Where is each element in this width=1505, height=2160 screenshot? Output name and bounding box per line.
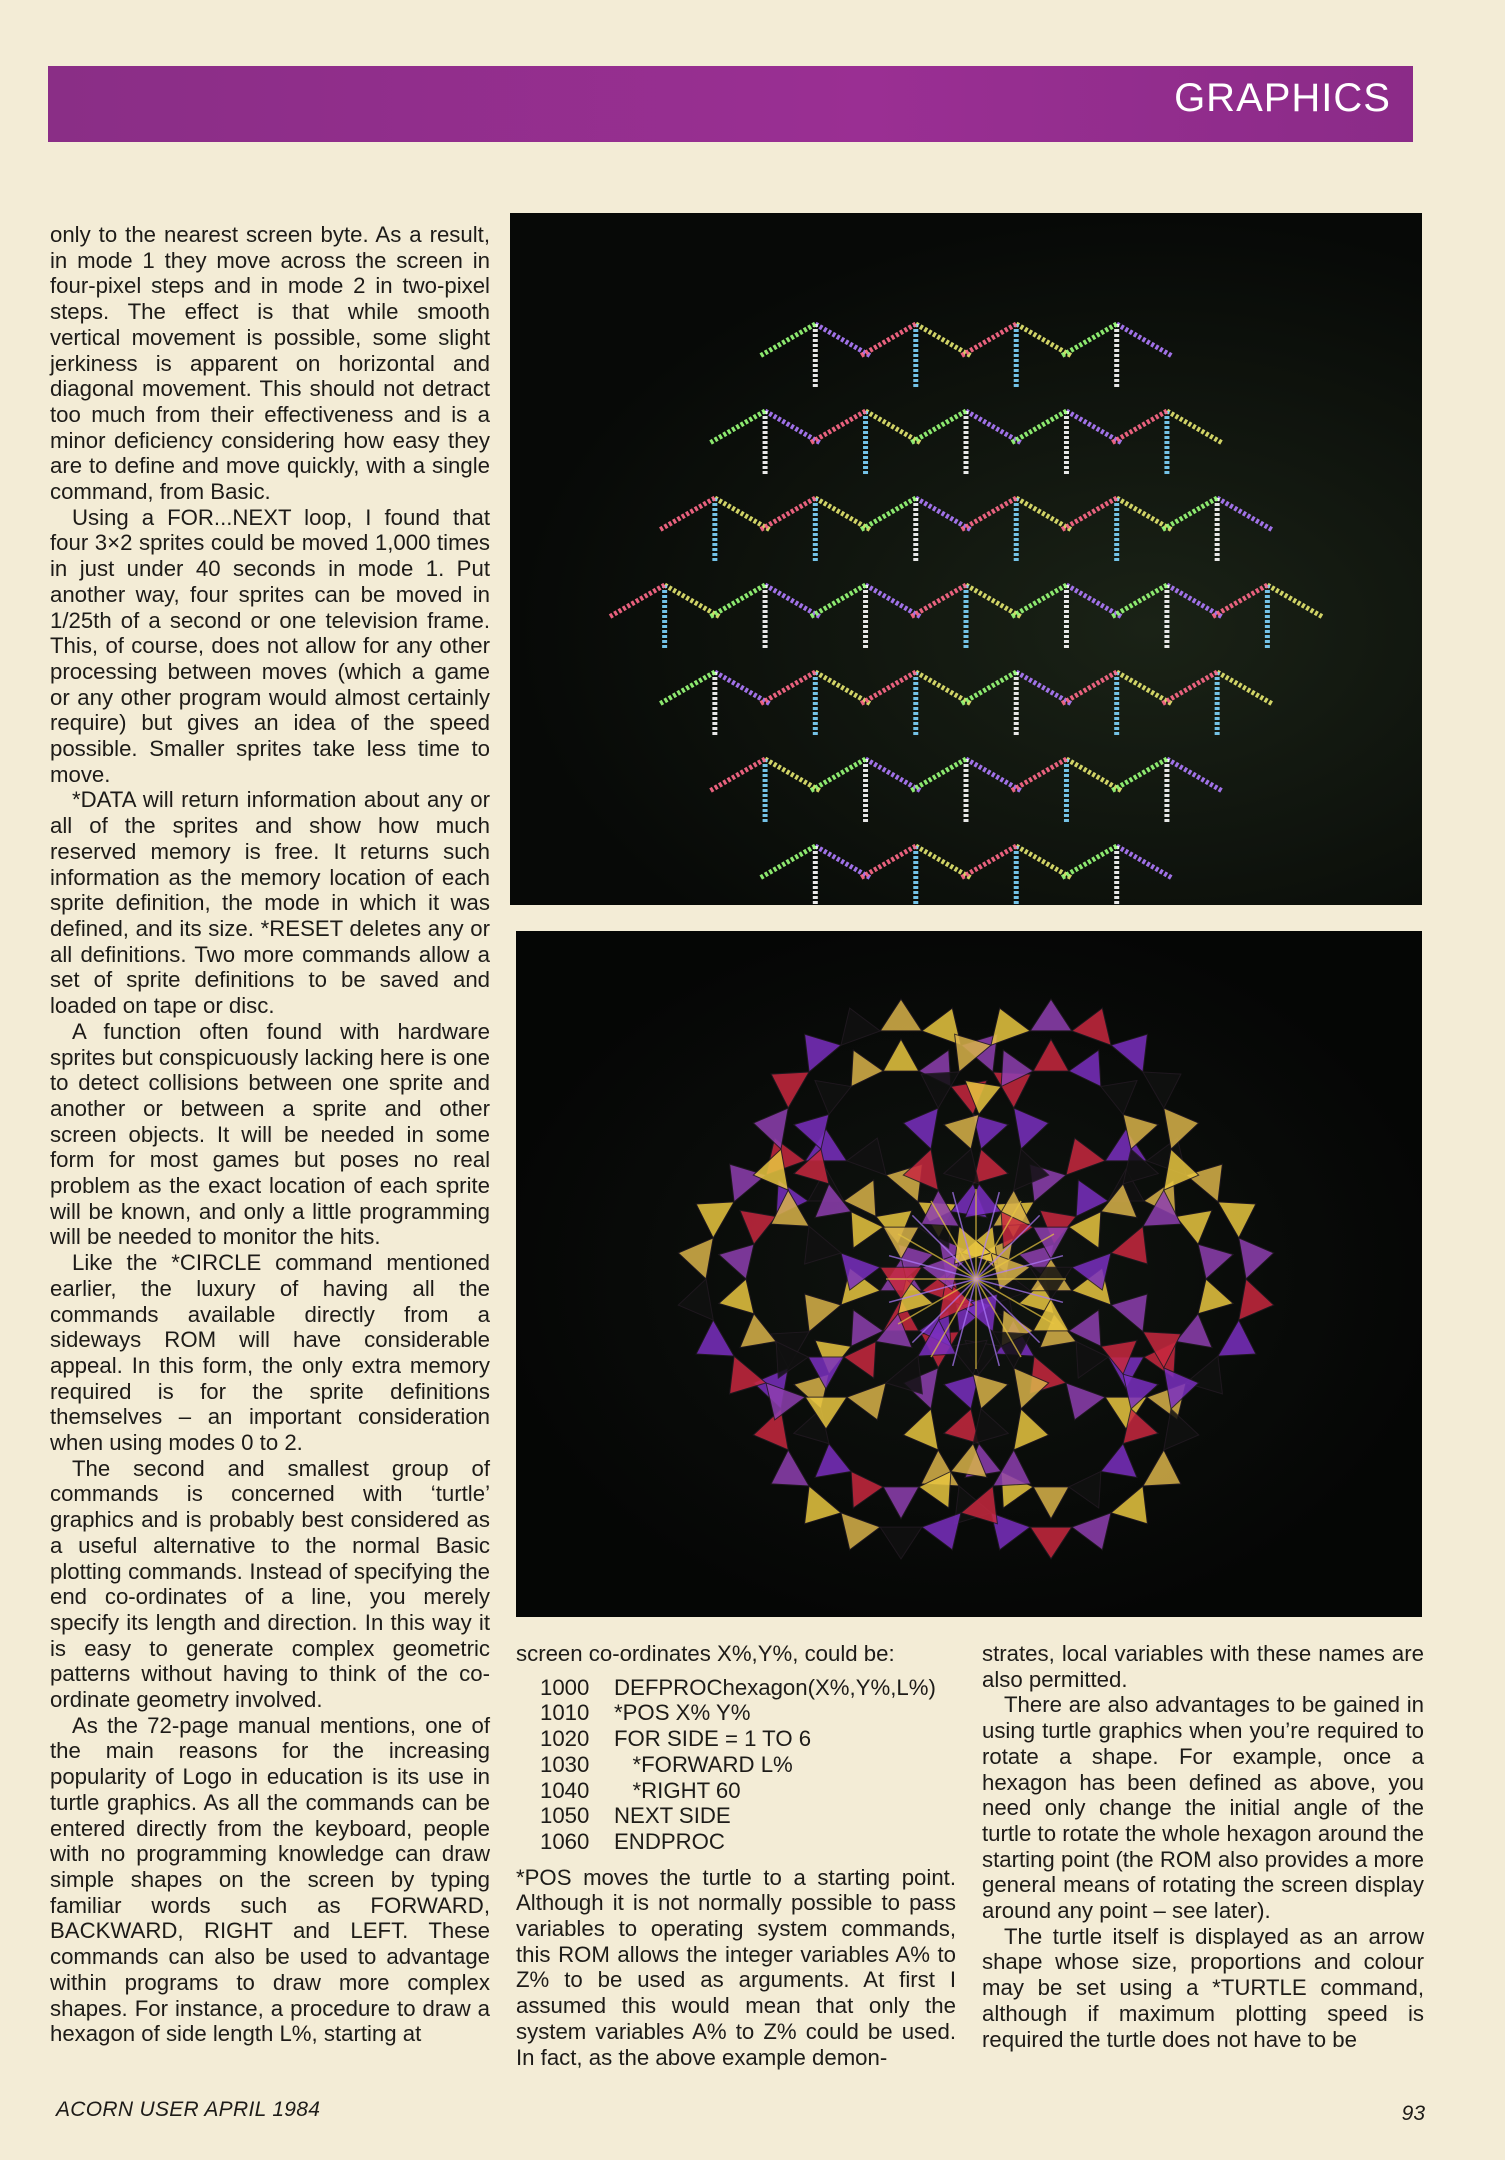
lattice-segment [911, 585, 966, 617]
lattice-segment [1217, 672, 1272, 704]
lattice-segment [1061, 324, 1116, 356]
paragraph: There are also advantages to be gained in using turtle graphics when you’re required to rotate a shape. For example, once a hexagon has been defined as above, you need only change the initial angle of the turtle to rotate the whole hexagon around the starting point (the ROM also provides a more general means of rotating the screen display around any point – see later). [982, 1692, 1424, 1924]
lattice-segment [1167, 759, 1222, 791]
rosette-tile [1111, 1294, 1147, 1332]
paragraph: only to the nearest screen byte. As a result, in mode 1 they move across the screen in four-pixel steps and in mode 2 in two-pixel steps. The effect is that while smooth vertical movement is possible, some slight jerkiness is apparent on horizontal and diagonal movement. This should not detract too much from their effectiveness and is a minor deficiency considering how easy they are to define and move quickly, with a single command, from Basic. [50, 222, 490, 505]
lattice-segment [765, 411, 820, 443]
rosette-tile [973, 1374, 1008, 1409]
lattice-segment [866, 411, 921, 443]
rosette-tile [1111, 1034, 1147, 1072]
rosette-tile [1164, 1409, 1199, 1450]
code-text: *RIGHT 60 [614, 1777, 741, 1803]
rosette-tile [1111, 1486, 1147, 1524]
lattice-segment [1117, 324, 1172, 356]
page-number: 93 [1401, 2102, 1425, 2125]
rosette-tile [1101, 1444, 1137, 1478]
paragraph: Using a FOR...NEXT loop, I found that four 3×2 sprites could be moved 1,000 times in just under 40 seconds in mode 1. Put another way, four sprites can be moved in 1/25th of a second or one television frame. This, of course, does not allow for any other processing between moves (which a game or any other program would almost certainly require) but gives an idea of the speed possible. Smaller sprites take less time to move. [50, 504, 490, 787]
rosette-tile [1218, 1202, 1256, 1238]
paragraph: A function often found with hardware sprites but conspicuously lacking here is one to detect collisions between one sprite and another or between a sprite and other screen objects. It will be needed in some form for most games but poses no real problem as the exact location of each sprite will be known, and only a little programming will be needed to monitor the hits. [50, 1018, 490, 1250]
article-column-3 [982, 1641, 1424, 2052]
lattice-segment [916, 672, 971, 704]
line-number: 1000 [540, 1674, 590, 1700]
lattice-segment [1112, 759, 1167, 791]
line-number: 1020 [540, 1726, 590, 1752]
lattice-segment [911, 411, 966, 443]
lattice-segment [810, 411, 865, 443]
lattice-segment [810, 585, 865, 617]
code-text: *FORWARD L% [614, 1751, 793, 1777]
paragraph: The turtle itself is displayed as an arrow shape whose size, proportions and colour may be set using a *TURTLE command, although if maximum plotting speed is required the turtle does not have to be [982, 1923, 1424, 2052]
lattice-segment [710, 411, 765, 443]
lattice-segment [1061, 846, 1116, 878]
lattice-segment [715, 672, 770, 704]
lattice-segment [1117, 498, 1172, 530]
lattice-segment [710, 585, 765, 617]
lattice-segment [1267, 585, 1322, 617]
rosette-tile [1069, 1471, 1101, 1508]
lattice-segment [760, 324, 815, 356]
rosette-tile [1069, 1050, 1101, 1087]
code-line [540, 1726, 956, 1752]
lattice-segment [1112, 411, 1167, 443]
rosette-tile [771, 1072, 809, 1108]
lattice-segment [715, 498, 770, 530]
lattice-segment [1167, 585, 1222, 617]
lattice-segment [1066, 585, 1121, 617]
lattice-segment [660, 672, 715, 704]
code-line [540, 1700, 956, 1726]
rosette-tile [1066, 1138, 1105, 1175]
hexagon-star-graphic [510, 213, 1422, 905]
rosette-tile [696, 1202, 734, 1238]
rosette-tile [678, 1238, 713, 1279]
lattice-segment [1112, 585, 1167, 617]
paragraph: As the 72-page manual mentions, one of the main reasons for the increasing popularity of Logo in education is its use in turtle graphics. As all the commands can be entered directly from the keyboard, people with no programming knowledge can draw simple shapes on the screen by typing familiar words such as FORWARD, BACKWARD, RIGHT and LEFT. These commands can also be used to advantage within programs to draw more complex shapes. For instance, a procedure to draw a hexagon of side length L%, starting at [50, 1712, 490, 2047]
lattice-segment [961, 846, 1016, 878]
turtle-rosette-photo [516, 931, 1422, 1617]
lattice-segment [866, 585, 921, 617]
code-line [540, 1778, 956, 1804]
rosette-tile [1014, 1409, 1049, 1450]
lattice-segment [1016, 498, 1071, 530]
line-number: 1030 [540, 1751, 590, 1777]
rosette-tile [1143, 1450, 1181, 1486]
paragraph: *DATA will return information about any or all of the sprites and show how much reserved memory is free. It returns such information as the memory location of each sprite definition, the mode in which it was defined, and its size. *RESET deletes any or all definitions. Two more commands allow a set of sprite definitions to be saved and loaded on tape or disc. [50, 787, 490, 1019]
lattice-segment [1217, 498, 1272, 530]
lattice-segment [665, 585, 720, 617]
rosette-tile [847, 1138, 886, 1175]
rosette-tile [883, 1487, 919, 1519]
rosette-tile [1198, 1279, 1233, 1314]
rosette-tile [805, 1294, 841, 1332]
lattice-segment [866, 759, 921, 791]
paragraph: The second and smallest group of commands is concerned with ‘turtle’ graphics and is probably best considered as a useful alternative to the normal Basic plotting commands. Instead of specifying the end co-ordinates of a line, you merely specify its length and direction. In this way it is easy to generate complex geometric patterns without having to think of the co-ordinate geometry involved. [50, 1455, 490, 1713]
rosette-tile [1218, 1320, 1256, 1356]
lattice-segment [1066, 411, 1121, 443]
rosette-tiles [678, 999, 1273, 1559]
rosette-tile [973, 1149, 1008, 1184]
code-listing [540, 1675, 956, 1855]
lattice-segment [1011, 585, 1066, 617]
rosette-tile [753, 1409, 788, 1450]
lattice-segment [966, 585, 1021, 617]
rosette-tile [815, 1081, 851, 1115]
section-title: GRAPHICS [1174, 76, 1391, 120]
rosette-tile [1164, 1108, 1199, 1149]
rosette-tile [851, 1050, 883, 1087]
rosette-tile [880, 1527, 922, 1559]
rosette-tile [1033, 1487, 1069, 1519]
rosette-tile [1066, 1383, 1105, 1420]
lattice-segment [760, 498, 815, 530]
turtle-hexagon-star-photo [510, 213, 1422, 905]
rosette-tile [991, 1008, 1030, 1045]
lattice-segment [861, 498, 916, 530]
lattice-segment [916, 498, 971, 530]
lattice-lines [609, 324, 1322, 905]
rosette-tile [841, 1513, 880, 1550]
lattice-segment [1061, 672, 1116, 704]
rosette-tile [1111, 1226, 1147, 1264]
rosette-tile [880, 999, 922, 1031]
lattice-segment [609, 585, 664, 617]
code-text: ENDPROC [614, 1828, 725, 1854]
lattice-segment [1162, 672, 1217, 704]
rosette-tile [841, 1008, 880, 1045]
lattice-segment [861, 846, 916, 878]
rosette-tile [1072, 1008, 1111, 1045]
rosette-tile [883, 1039, 919, 1071]
rosette-tile [815, 1444, 851, 1478]
code-line [540, 1829, 956, 1855]
code-text: *POS X% Y% [614, 1700, 751, 1726]
paragraph: Like the *CIRCLE command mentioned earlier, the luxury of having all the commands available directly from a sideways ROM will have considerable appeal. In this form, the only extra memory required is for the sprite definitions themselves – an important consideration when using modes 0 to 2. [50, 1250, 490, 1456]
lattice-segment [1117, 846, 1172, 878]
publication-footer: ACORN USER APRIL 1984 [56, 2098, 321, 2121]
rosette-tile [805, 1034, 841, 1072]
line-number: 1040 [540, 1777, 590, 1803]
lattice-segment [961, 324, 1016, 356]
rosette-tile [944, 1374, 979, 1409]
lattice-segment [815, 672, 870, 704]
lattice-segment [815, 846, 870, 878]
lattice-segment [765, 759, 820, 791]
paragraph: strates, local variables with these names are also permitted. [982, 1641, 1424, 1692]
rosette-tile [944, 1149, 979, 1184]
rosette-tile [973, 1114, 1008, 1149]
lattice-segment [1016, 672, 1071, 704]
rosette-tile [1198, 1244, 1233, 1279]
rosette-tile [847, 1383, 886, 1420]
rosette-tile [1176, 1210, 1212, 1244]
rosette-tile [1033, 1039, 1069, 1071]
lattice-segment [961, 672, 1016, 704]
rosette-tile [719, 1244, 754, 1279]
lattice-segment [765, 585, 820, 617]
lattice-segment [1016, 324, 1071, 356]
lattice-segment [710, 759, 765, 791]
lattice-segment [660, 498, 715, 530]
lattice-segment [966, 411, 1021, 443]
rosette-tile [1239, 1279, 1274, 1320]
lattice-segment [1061, 498, 1116, 530]
code-line [540, 1752, 956, 1778]
paragraph: screen co-ordinates X%,Y%, could be: [516, 1641, 895, 1666]
code-text: NEXT SIDE [614, 1803, 731, 1829]
rosette-tile [903, 1409, 938, 1450]
rosette-graphic [516, 931, 1422, 1617]
rosette-tile [1176, 1314, 1212, 1348]
rosette-tile [886, 1356, 922, 1394]
code-line [540, 1675, 956, 1701]
lattice-segment [1117, 672, 1172, 704]
lattice-segment [916, 846, 971, 878]
rosette-tile [805, 1486, 841, 1524]
lattice-segment [1016, 846, 1071, 878]
rosette-tile [1030, 999, 1072, 1031]
rosette-tile [753, 1108, 788, 1149]
rosette-tile [1143, 1072, 1181, 1108]
rosette-tile [678, 1279, 713, 1320]
lattice-segment [1011, 759, 1066, 791]
rosette-tile [851, 1471, 883, 1508]
rosette-tile [805, 1226, 841, 1264]
paragraph: *POS moves the turtle to a starting point. Although it is not normally possible to pass variables to operating system commands, this ROM allows the integer variables A% to Z% to be used as arguments. At first I assumed this would mean that only the system variables A% to Z% could be used. In fact, as the above example demon- [516, 1864, 956, 2070]
lattice-segment [916, 324, 971, 356]
lattice-segment [1066, 759, 1121, 791]
rosette-tile [1014, 1108, 1049, 1149]
rosette-tile [1030, 1527, 1072, 1559]
rosette-tile [740, 1314, 776, 1348]
lattice-segment [961, 498, 1016, 530]
article-column-2 [516, 1641, 956, 2070]
lattice-segment [861, 672, 916, 704]
lattice-segment [760, 672, 815, 704]
article-column-1 [50, 222, 490, 2047]
rosette-tile [903, 1108, 938, 1149]
lattice-segment [1011, 411, 1066, 443]
rosette-tile [696, 1320, 734, 1356]
line-number: 1050 [540, 1803, 590, 1829]
lattice-segment [810, 759, 865, 791]
rosette-tile [1072, 1513, 1111, 1550]
line-number: 1010 [540, 1700, 590, 1726]
rosette-tile [944, 1409, 979, 1444]
lattice-segment [815, 324, 870, 356]
lattice-segment [861, 324, 916, 356]
rosette-tile [740, 1210, 776, 1244]
rosette-tile [973, 1409, 1008, 1444]
lattice-segment [911, 759, 966, 791]
lattice-segment [1212, 585, 1267, 617]
rosette-tile [922, 1513, 961, 1550]
lattice-segment [966, 759, 1021, 791]
line-number: 1060 [540, 1828, 590, 1854]
rosette-tile [1101, 1081, 1137, 1115]
section-banner [48, 66, 1413, 142]
code-text: FOR SIDE = 1 TO 6 [614, 1726, 812, 1752]
rosette-tile [719, 1279, 754, 1314]
rosette-tile [1239, 1238, 1274, 1279]
lattice-segment [1162, 498, 1217, 530]
code-line [540, 1803, 956, 1829]
rosette-tile [944, 1114, 979, 1149]
code-text: DEFPROChexagon(X%,Y%,L%) [614, 1674, 936, 1700]
lattice-segment [760, 846, 815, 878]
rosette-tile [771, 1450, 809, 1486]
lattice-segment [1167, 411, 1222, 443]
lattice-segment [815, 498, 870, 530]
